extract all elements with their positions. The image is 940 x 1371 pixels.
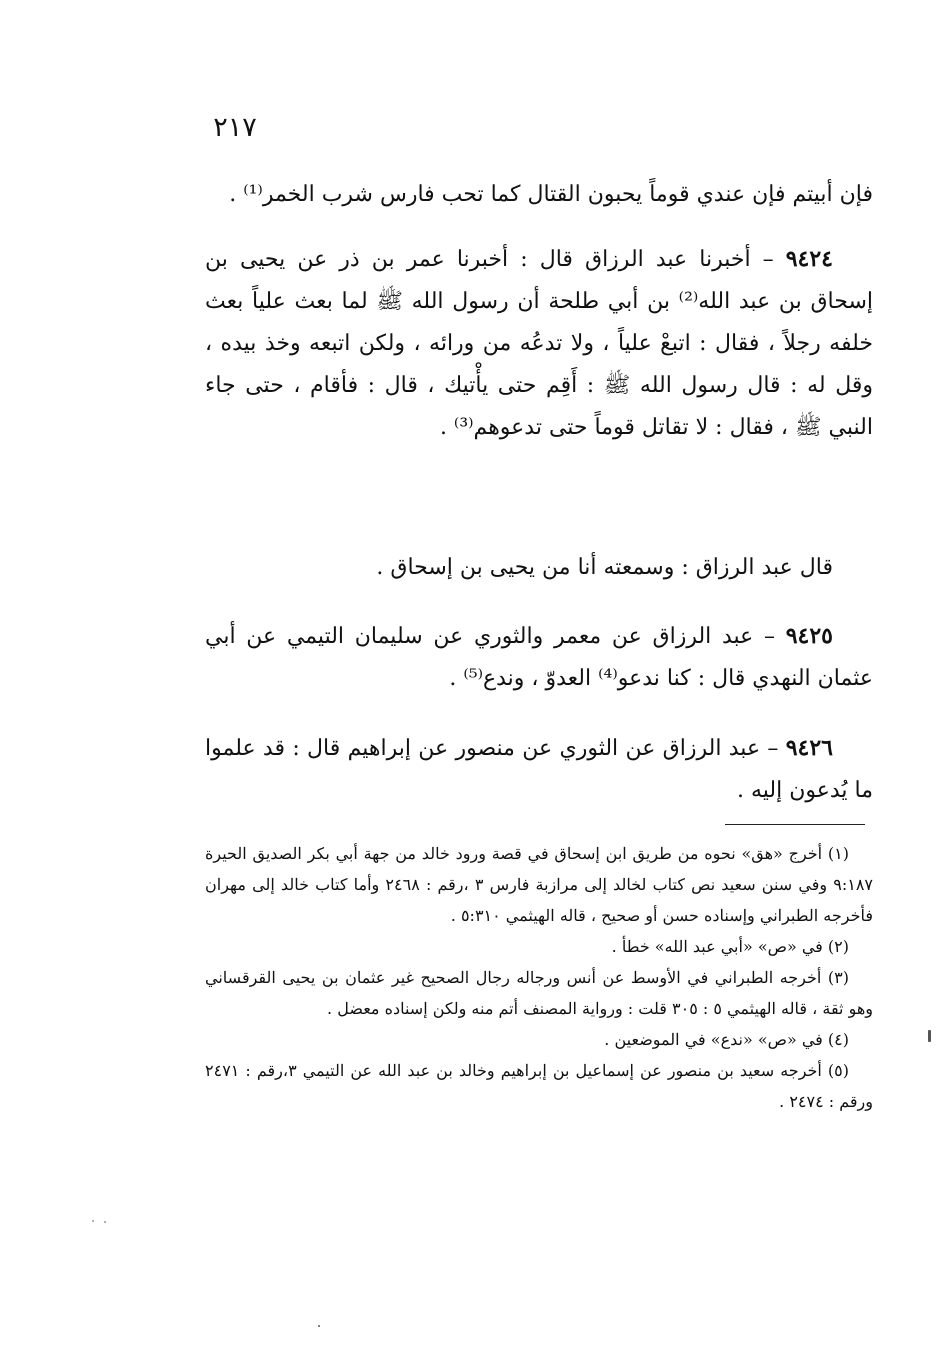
paragraph-continuation: فإن أبيتم فإن عندي قوماً يحبون القتال كما تحب فارس شرب الخمر⁽¹⁾ . [229,182,873,207]
scan-speck [104,1221,106,1223]
page-number: ٢١٧ [213,112,257,143]
scan-speck [318,1325,320,1327]
scan-speck [92,1220,94,1222]
hadith-9424 [205,238,873,449]
hadith-number: ٩٤٢٤ [785,246,833,272]
footnotes [205,838,873,1117]
footnote-5: (٥) أخرجه سعيد بن منصور عن إسماعيل بن إبراهيم وخالد بن عبد الله عن التيمي ٣،رقم : ٢٤٧١ ورقم : ٢٤٧٤ . [205,1061,873,1111]
hadith-text: – عبد الرزاق عن الثوري عن منصور عن إبراهيم قال : قد علموا ما يُدعون إليه . [205,736,873,803]
scan-speck [928,1030,931,1042]
hadith-text: – عبد الرزاق عن معمر والثوري عن سليمان التيمي عن أبي عثمان النهدي قال : كنا ندعو⁽⁴⁾ العدوّ ، وندع⁽⁵⁾ . [205,624,873,691]
footnote-1: (١) أخرج «هق» نحوه من طريق ابن إسحاق في قصة ورود خالد من جهة أبي بكر الصديق الحيرة ٩:١٨٧ وفي سنن سعيد نص كتاب لخالد إلى مرازبة فارس ٣ ،رقم : ٢٤٦٨ وأما كتاب خالد إلى مهران فأخرجه الطبراني وإسناده حسن أو صحيح ، قاله الهيثمي ٥:٣١٠ . [205,844,873,925]
footnote-4: (٤) في «ص» «ندع» في الموضعين . [604,1030,849,1049]
hadith-9425 [205,615,873,700]
footnote-divider [725,824,865,825]
hadith-9426 [205,727,873,812]
hadith-number: ٩٤٢٦ [785,735,833,761]
hadith-text: – أخبرنا عبد الرزاق قال : أخبرنا عمر بن ذر عن يحيى بن إسحاق بن عبد الله⁽²⁾ بن أبي طلحة أن رسول الله ﷺ لما بعث علياً بعث خلفه رجلاً ، فقال : اتبعْ علياً ، ولا تدعُه من ورائه ، ولكن اتبعه وخذ بيده ، وقل له : قال رسول الله ﷺ : أَقِم حتى يأْتيك ، قال : فأقام ، حتى جاء النبي ﷺ ، فقال : لا تقاتل قوماً حتى تدعوهم⁽³⁾ . [205,247,873,440]
footnote-3: (٣) أخرجه الطبراني في الأوسط عن أنس ورجاله رجال الصحيح غير عثمان بن يحيى القرقساني وهو ثقة ، قاله الهيثمي ٥ : ٣٠٥ قلت : ورواية المصنف أتم منه ولكن إسناده معضل . [205,968,873,1018]
hadith-number: ٩٤٢٥ [785,623,833,649]
footnote-2: (٢) في «ص» «أبي عبد الله» خطأ . [611,937,849,956]
paragraph-abdulrazzaq-note: قال عبد الرزاق : وسمعته أنا من يحيى بن إسحاق . [376,555,833,580]
